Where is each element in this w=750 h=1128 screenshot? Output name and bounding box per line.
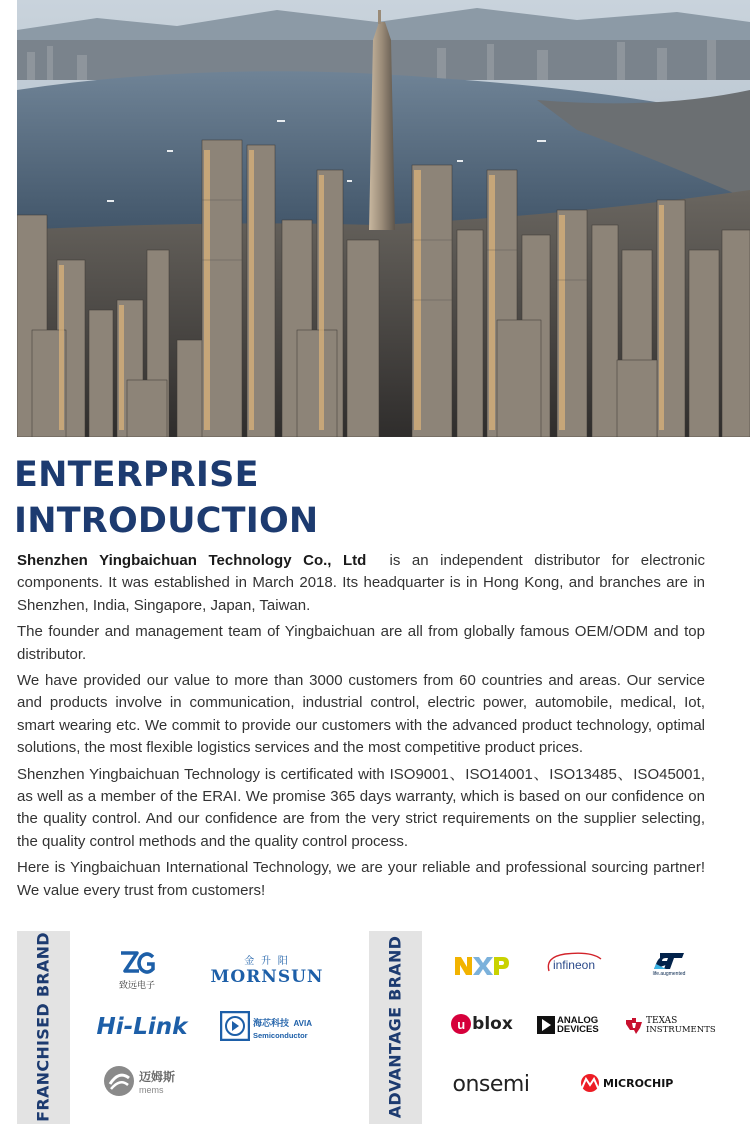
st-logo: [644, 947, 694, 981]
onsemi-name: onsemi: [452, 1071, 530, 1097]
hilink-name: Hi-Link: [96, 1014, 188, 1040]
advantage-brand-section: [369, 931, 750, 1124]
avia-logo: [220, 1009, 328, 1043]
intro-paragraph-3: We have provided our value to more than 3000 customers from 60 countries and areas. Our service and products involve in communication, industrial control, electric power, automobile, medical, Iot, smart wearing etc. We commit to provide our customers with the advanced product technology, optimal solutions, the most flexible logistics services and the most competitive product prices.: [17, 672, 705, 757]
infineon-name: infineon: [552, 958, 596, 972]
microchip-logo: [579, 1071, 679, 1095]
infineon-logo: [539, 949, 609, 979]
analog-devices-text: [557, 1016, 599, 1034]
microchip-mark-icon: [579, 1074, 601, 1092]
analog-devices-line1: ANALOG: [557, 1015, 599, 1026]
franchised-brand-label: FRANCHISED BRAND: [33, 932, 53, 1122]
ti-mark-icon: [624, 1016, 644, 1036]
mems-text: [139, 1068, 175, 1095]
intro-paragraph-4: Shenzhen Yingbaichuan Technology is certificated with ISO9001、ISO14001、ISO13485、ISO45001, as well as a member of the ERAI. We promise 365 days warranty, which is based on our confidence on the quality control. And our confidence are from the very strict requirements on the supplier selecting, the quality control methods and the quality control process.: [17, 765, 705, 850]
company-name: Shenzhen Yingbaichuan Technology Co., Ltd: [17, 552, 367, 569]
mems-mark-icon: [102, 1064, 136, 1098]
advantage-brand-label: ADVANTAGE BRAND: [385, 935, 405, 1119]
avia-cn: 海芯科技: [253, 1017, 290, 1028]
intro-paragraph-5: Here is Yingbaichuan International Technology, we are your reliable and professional sourcing partner! We value every trust from customers!: [17, 859, 705, 899]
st-sub: life.augmented: [652, 971, 686, 977]
zlg-mark-icon: [117, 949, 157, 977]
ti-text: [646, 1017, 716, 1035]
mornsun-name: MORNSUN: [210, 966, 324, 987]
franchised-brand-section: [17, 931, 357, 1124]
franchised-brand-tab: [17, 931, 70, 1124]
ublox-name: blox: [472, 1014, 513, 1034]
zlg-logo: [102, 945, 172, 995]
advantage-brand-tab: [369, 931, 422, 1124]
page-title: [14, 452, 714, 544]
hero-image: [17, 0, 750, 437]
mems-cn: 迈姆斯: [139, 1069, 176, 1084]
intro-paragraph-1: [17, 550, 705, 617]
microchip-name: MICROCHIP: [603, 1076, 674, 1090]
avia-sub: Semiconductor: [253, 1030, 308, 1040]
st-mark-icon: [652, 951, 686, 971]
mornsun-logo: [202, 949, 332, 989]
avia-name: AVIA: [293, 1018, 312, 1028]
nxp-mark-icon: [453, 955, 511, 977]
intro-text: [17, 550, 705, 906]
analog-devices-logo: [537, 1013, 607, 1037]
ti-line1: TEXAS: [646, 1016, 678, 1026]
mems-name: mems: [139, 1084, 164, 1095]
intro-paragraph-1-text: is an independent distributor for electronic components. It was established in March 2018. Its headquarter is in Hong Kong, and branches are in Shenzhen, India, Singapore, Japan, Taiwan.: [17, 552, 705, 614]
ublox-logo: [449, 1009, 515, 1039]
nxp-logo: [449, 951, 515, 981]
ti-line2: INSTRUMENTS: [646, 1025, 716, 1035]
avia-text: [253, 1013, 312, 1040]
mornsun-cn: 金 升 阳: [244, 955, 290, 967]
title-line-1: ENTERPRISE: [14, 455, 259, 495]
analog-devices-line2: DEVICES: [557, 1024, 599, 1035]
title-line-2: INTRODUCTION: [14, 501, 319, 541]
mems-logo: [102, 1061, 192, 1101]
zlg-name: 致远电子: [118, 980, 155, 990]
avia-mark-icon: [220, 1011, 250, 1041]
hilink-logo: [87, 1009, 197, 1045]
analog-devices-mark-icon: [537, 1016, 555, 1034]
intro-paragraph-2: The founder and management team of Yingbaichuan are all from globally famous OEM/ODM and top distributor.: [17, 623, 705, 663]
onsemi-logo: [441, 1069, 541, 1099]
ti-logo: [624, 1013, 719, 1039]
ublox-mark-icon: u: [451, 1014, 471, 1034]
